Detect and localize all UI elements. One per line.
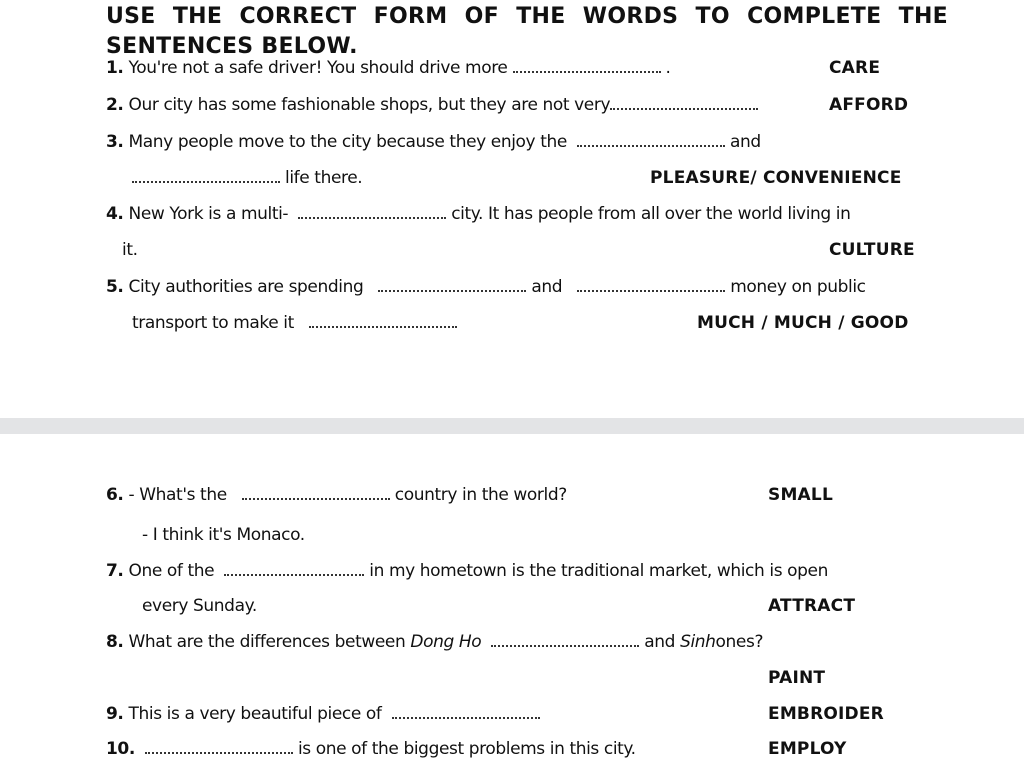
keyword-9: EMBROIDER: [768, 704, 884, 724]
sentence-8: 8. What are the differences between Dong Ho and Sinhones?: [106, 632, 764, 652]
blank-9[interactable]: [392, 707, 540, 719]
sentence-3-cont: life there.: [132, 168, 362, 188]
keyword-5: MUCH / MUCH / GOOD: [697, 313, 909, 333]
keyword-4: CULTURE: [829, 240, 915, 260]
sentence-7-cont: every Sunday.: [142, 596, 257, 616]
keyword-10: EMPLOY: [768, 739, 847, 759]
blank-3a[interactable]: [577, 135, 725, 147]
blank-5a[interactable]: [378, 280, 526, 292]
blank-6[interactable]: [242, 488, 390, 500]
keyword-8: PAINT: [768, 668, 826, 688]
blank-2[interactable]: [610, 98, 758, 110]
sentence-1: 1. You're not a safe driver! You should drive more .: [106, 58, 671, 78]
sentence-4-cont: it.: [122, 240, 138, 260]
sentence-2: 2. Our city has some fashionable shops, but they are not very: [106, 95, 758, 115]
keyword-2: AFFORD: [829, 95, 909, 115]
worksheet-page-bottom: [0, 434, 1024, 764]
sentence-9: 9. This is a very beautiful piece of: [106, 704, 540, 724]
blank-7[interactable]: [224, 564, 364, 576]
blank-3b[interactable]: [132, 171, 280, 183]
sentence-4: 4. New York is a multi- city. It has people from all over the world living in: [106, 204, 851, 224]
blank-8[interactable]: [491, 635, 639, 647]
sentence-6: 6. - What's the country in the world?: [106, 485, 567, 505]
keyword-7: ATTRACT: [768, 596, 856, 616]
sentence-5: 5. City authorities are spending and money on public: [106, 277, 866, 297]
sentence-7: 7. One of the in my hometown is the traditional market, which is open: [106, 561, 828, 581]
blank-4[interactable]: [298, 207, 446, 219]
blank-5c[interactable]: [309, 316, 457, 328]
sentence-3: 3. Many people move to the city because they enjoy the and: [106, 132, 761, 152]
keyword-3: PLEASURE/ CONVENIENCE: [650, 168, 902, 188]
page-separator: [0, 418, 1024, 434]
sentence-10: 10. is one of the biggest problems in this city.: [106, 739, 636, 759]
blank-5b[interactable]: [577, 280, 725, 292]
keyword-1: CARE: [829, 58, 881, 78]
instruction-heading: USE THE CORRECT FORM OF THE WORDS TO COMPLETE THE SENTENCES BELOW.: [106, 4, 948, 59]
sentence-5-cont: transport to make it: [132, 313, 457, 333]
keyword-6: SMALL: [768, 485, 833, 505]
sentence-6-reply: - I think it's Monaco.: [142, 525, 305, 545]
blank-10[interactable]: [145, 742, 293, 754]
blank-1[interactable]: [513, 61, 661, 73]
